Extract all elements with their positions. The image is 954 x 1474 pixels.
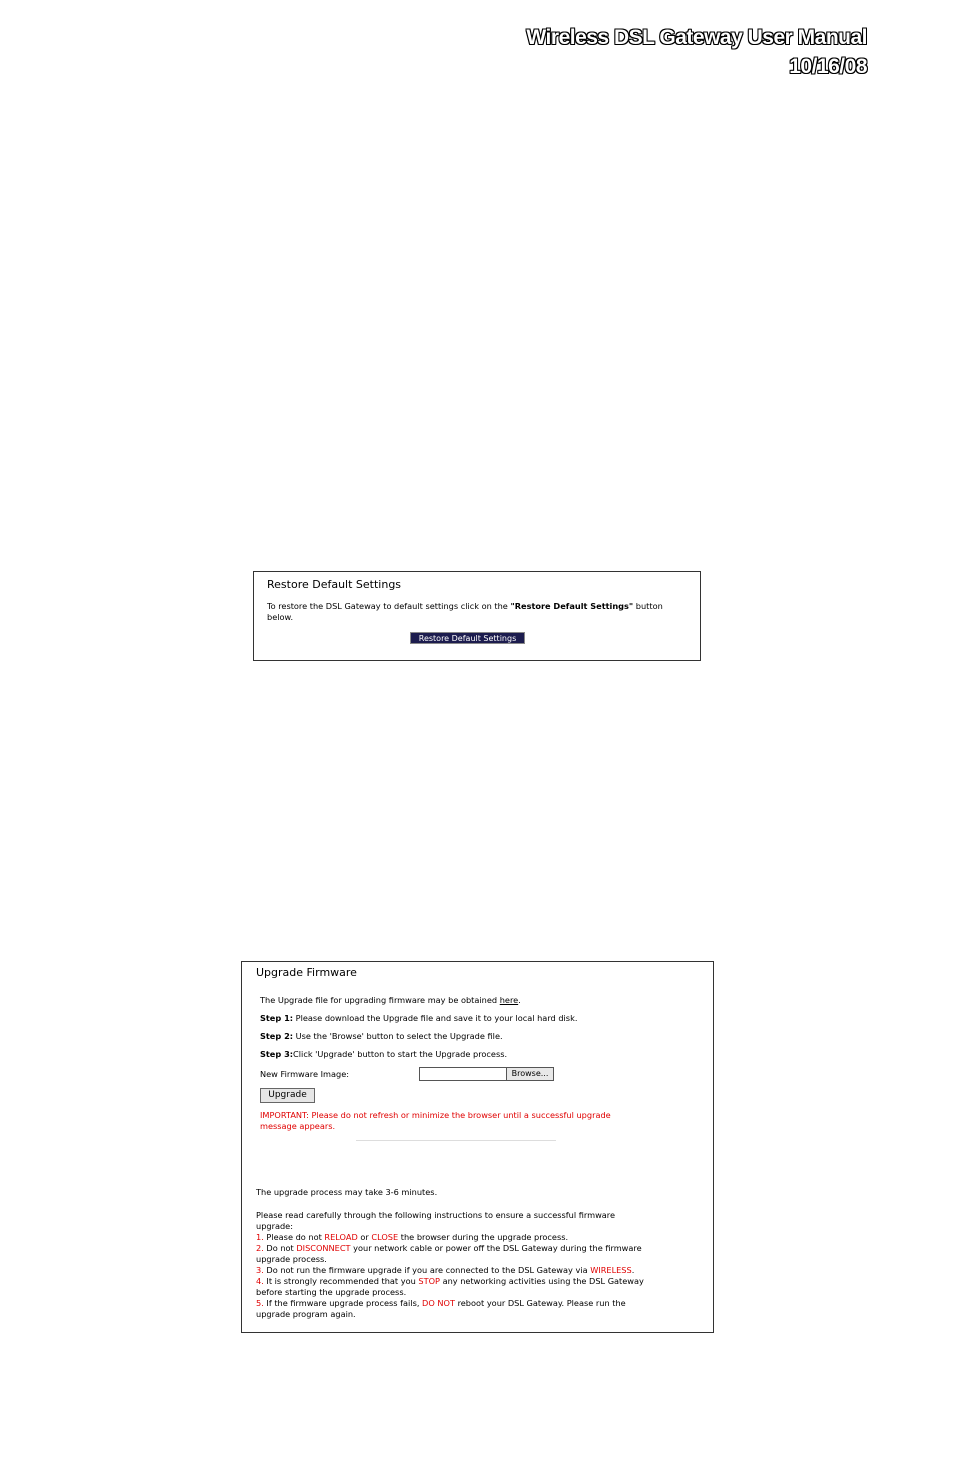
restore-instruction-suffix: button — [633, 601, 663, 611]
instruction-2-line2: upgrade process. — [256, 1254, 327, 1264]
step-2-label: Step 2: — [260, 1031, 294, 1041]
instruction-1 — [256, 1232, 568, 1243]
restore-instruction-bold: "Restore Default Settings" — [510, 601, 634, 611]
step-1-text: Please download the Upgrade file and save it to your local hard disk. — [293, 1013, 578, 1023]
instruction-5-line2: upgrade program again. — [256, 1309, 356, 1319]
duration-note: The upgrade process may take 3-6 minutes. — [256, 1187, 438, 1197]
instruction-5-text: If the firmware upgrade process fails, — [263, 1298, 423, 1308]
step-3-label: Step 3: — [260, 1049, 294, 1059]
step-2-text: Use the 'Browse' button to select the Upgrade file. — [293, 1031, 503, 1041]
upgrade-panel-title: Upgrade Firmware — [256, 966, 357, 979]
restore-panel-title: Restore Default Settings — [267, 578, 402, 591]
upgrade-intro-suffix: . — [518, 995, 521, 1005]
instruction-2-text: Do not — [263, 1243, 297, 1253]
restore-instruction-text: To restore the DSL Gateway to default settings click on the — [267, 601, 511, 611]
instruction-1-number: 1. — [256, 1232, 264, 1242]
upgrade-intro — [260, 995, 521, 1006]
instruction-1-close: CLOSE — [371, 1232, 399, 1242]
step-1 — [260, 1013, 577, 1024]
upgrade-intro-text: The Upgrade file for upgrading firmware may be obtained — [260, 995, 500, 1005]
instruction-3-number: 3. — [256, 1265, 264, 1275]
instruction-2-disconnect: DISCONNECT — [296, 1243, 351, 1253]
instruction-5 — [256, 1298, 626, 1309]
instruction-1-text: Please do not — [263, 1232, 325, 1242]
instruction-4-rest: any networking activities using the DSL Gateway — [439, 1276, 644, 1286]
instruction-2-rest: your network cable or power off the DSL Gateway during the firmware — [350, 1243, 642, 1253]
manual-title: Wireless DSL Gateway User Manual — [526, 26, 867, 49]
instruction-5-do-not: DO NOT — [422, 1298, 455, 1308]
step-3-text: Click 'Upgrade' button to start the Upgrade process. — [293, 1049, 508, 1059]
upgrade-button[interactable]: Upgrade — [260, 1088, 315, 1103]
important-notice-line2: message appears. — [260, 1121, 336, 1131]
firmware-image-field[interactable] — [419, 1067, 507, 1081]
instruction-4-stop: STOP — [418, 1276, 440, 1286]
read-instructions-line1: Please read carefully through the following instructions to ensure a successful firmware — [256, 1210, 616, 1220]
restore-instruction-line2: below. — [267, 612, 294, 622]
instruction-4 — [256, 1276, 644, 1287]
step-2 — [260, 1031, 503, 1042]
restore-default-settings-panel — [253, 571, 701, 661]
divider — [356, 1140, 556, 1141]
instruction-5-number: 5. — [256, 1298, 264, 1308]
firmware-image-label: New Firmware Image: — [260, 1069, 349, 1079]
instruction-4-number: 4. — [256, 1276, 264, 1286]
important-notice-line1: IMPORTANT: Please do not refresh or minimize the browser until a successful upgrade — [260, 1110, 611, 1120]
manual-date: 10/16/08 — [789, 55, 867, 78]
step-3 — [260, 1049, 507, 1060]
instruction-1-rest: the browser during the upgrade process. — [398, 1232, 569, 1242]
instruction-1-or: or — [357, 1232, 372, 1242]
instruction-3 — [256, 1265, 634, 1276]
instruction-3-wireless: WIRELESS — [590, 1265, 632, 1275]
read-instructions-line2: upgrade: — [256, 1221, 293, 1231]
restore-instruction — [267, 601, 663, 612]
instruction-3-period: . — [631, 1265, 635, 1275]
instruction-3-text: Do not run the firmware upgrade if you are connected to the DSL Gateway via — [263, 1265, 591, 1275]
instruction-5-rest: reboot your DSL Gateway. Please run the — [454, 1298, 626, 1308]
upgrade-file-link[interactable]: here — [499, 995, 519, 1005]
instruction-4-line2: before starting the upgrade process. — [256, 1287, 407, 1297]
instruction-1-reload: RELOAD — [324, 1232, 358, 1242]
step-1-label: Step 1: — [260, 1013, 294, 1023]
instruction-4-text: It is strongly recommended that you — [263, 1276, 419, 1286]
instruction-2 — [256, 1243, 642, 1254]
upgrade-firmware-panel — [241, 961, 714, 1333]
restore-default-settings-button[interactable]: Restore Default Settings — [410, 632, 525, 644]
browse-button[interactable]: Browse... — [506, 1067, 554, 1081]
instruction-2-number: 2. — [256, 1243, 264, 1253]
